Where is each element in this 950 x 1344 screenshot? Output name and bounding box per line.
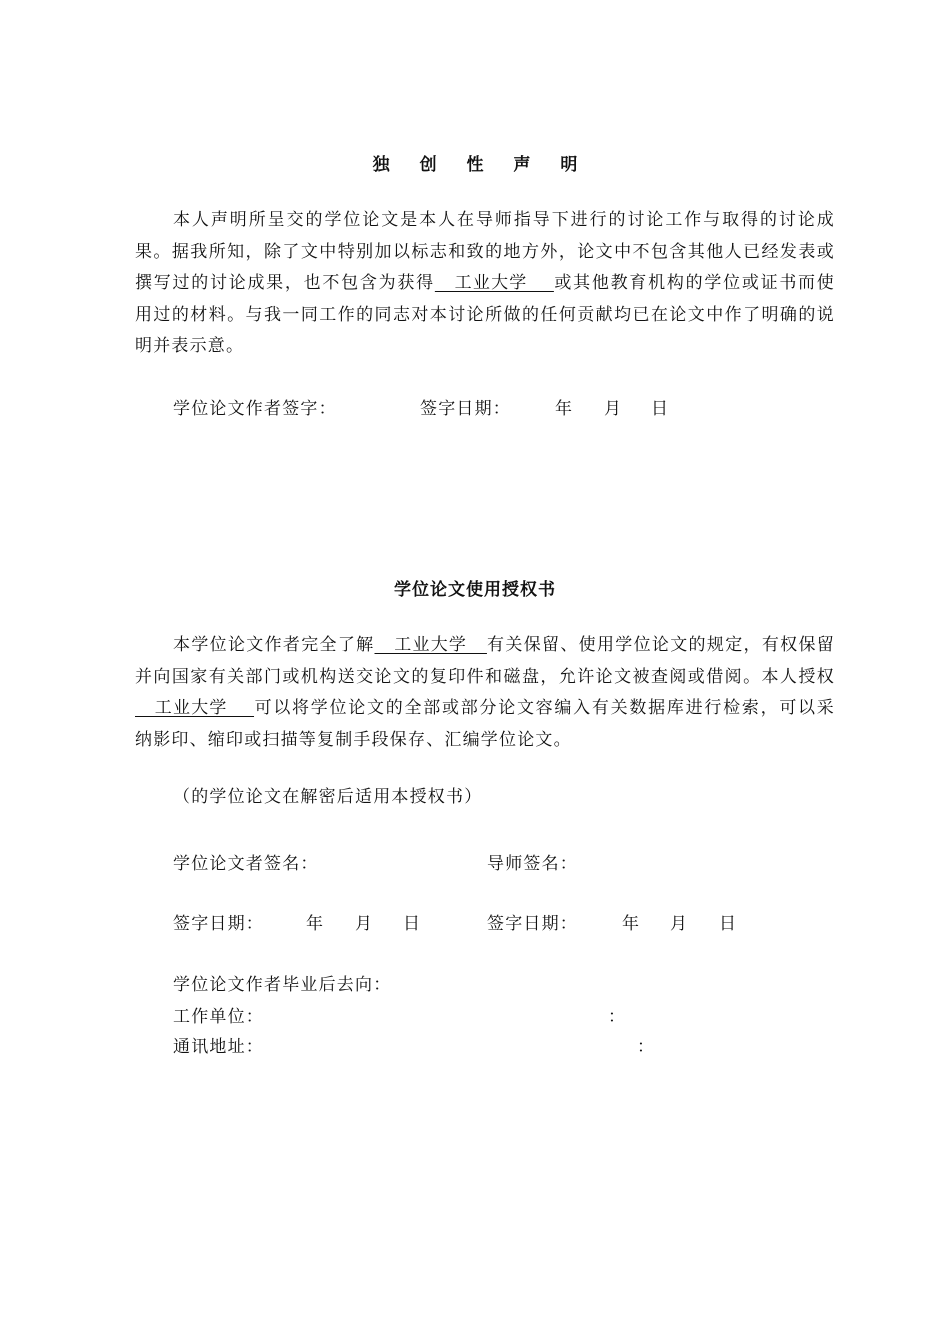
- declaration-date-line: [420, 394, 511, 419]
- author-signature-label: 学位论文者签名：: [173, 854, 319, 874]
- declaration-title: 独 创 性 声 明: [372, 155, 590, 175]
- authorization-body: [135, 630, 835, 756]
- authorization-title: 学位论文使用授权书: [394, 580, 556, 600]
- advisor-date-label: 签字日期：: [487, 914, 578, 934]
- author-date-label: 签字日期：: [173, 914, 264, 934]
- authorization-body-part2: 有关保留、使用学位论文的规定，有权保留并向国家有关部门或机构送交论文的复印件和磁盘，允许论文被查阅或借阅。本人授权: [135, 635, 835, 687]
- work-unit-colon: ：: [608, 1007, 627, 1027]
- authorization-note: （的学位论文在解密后适用本授权书）: [173, 787, 483, 807]
- declaration-body-part1: 本人声明所呈交的学位论文是本人在导师指导下进行的讨论工作与取得的讨论成果。据我所知，除了文中特别加以标志和致的地方外，论文中不包含其他人已经发表或撰写过的讨论成果，也不包含为获得: [135, 210, 835, 293]
- advisor-date-month: 月: [670, 914, 689, 934]
- advisor-date-year: 年: [622, 914, 641, 934]
- address-colon: ：: [637, 1037, 656, 1057]
- author-date-day: 日: [403, 914, 422, 934]
- author-date-month: 月: [355, 914, 374, 934]
- declaration-signature-line: [173, 394, 337, 419]
- destination-label: 学位论文作者毕业后去向：: [173, 975, 392, 995]
- declaration-date-day: 日: [651, 399, 670, 419]
- declaration-body-part2: 或其他教育机构的学位或证书而使用过的材料。与我一同工作的同志对本讨论所做的任何贡献均已在论文中作了明确的说明并表示意。: [135, 273, 836, 356]
- declaration-body: [135, 205, 835, 363]
- authorization-body-part1: 本学位论文作者完全了解: [173, 635, 375, 655]
- address-label: 通讯地址：: [173, 1037, 264, 1057]
- declaration-date-year: 年: [555, 399, 574, 419]
- declaration-signature-label: 学位论文作者签字：: [173, 399, 337, 419]
- authorization-university-blank-1: 工业大学: [374, 635, 487, 655]
- declaration-university-blank: 工业大学: [434, 273, 554, 293]
- authorization-body-part3: 可以将学位论文的全部或部分论文容编入有关数据库进行检索，可以采纳影印、缩印或扫描等复制手段保存、汇编学位论文。: [135, 698, 835, 750]
- declaration-date-label: 签字日期：: [420, 399, 511, 419]
- author-date-year: 年: [306, 914, 325, 934]
- authorization-university-blank-2: 工业大学: [135, 698, 255, 718]
- advisor-signature-label: 导师签名：: [487, 854, 578, 874]
- advisor-date-day: 日: [719, 914, 738, 934]
- work-unit-label: 工作单位：: [173, 1007, 264, 1027]
- declaration-date-month: 月: [604, 399, 623, 419]
